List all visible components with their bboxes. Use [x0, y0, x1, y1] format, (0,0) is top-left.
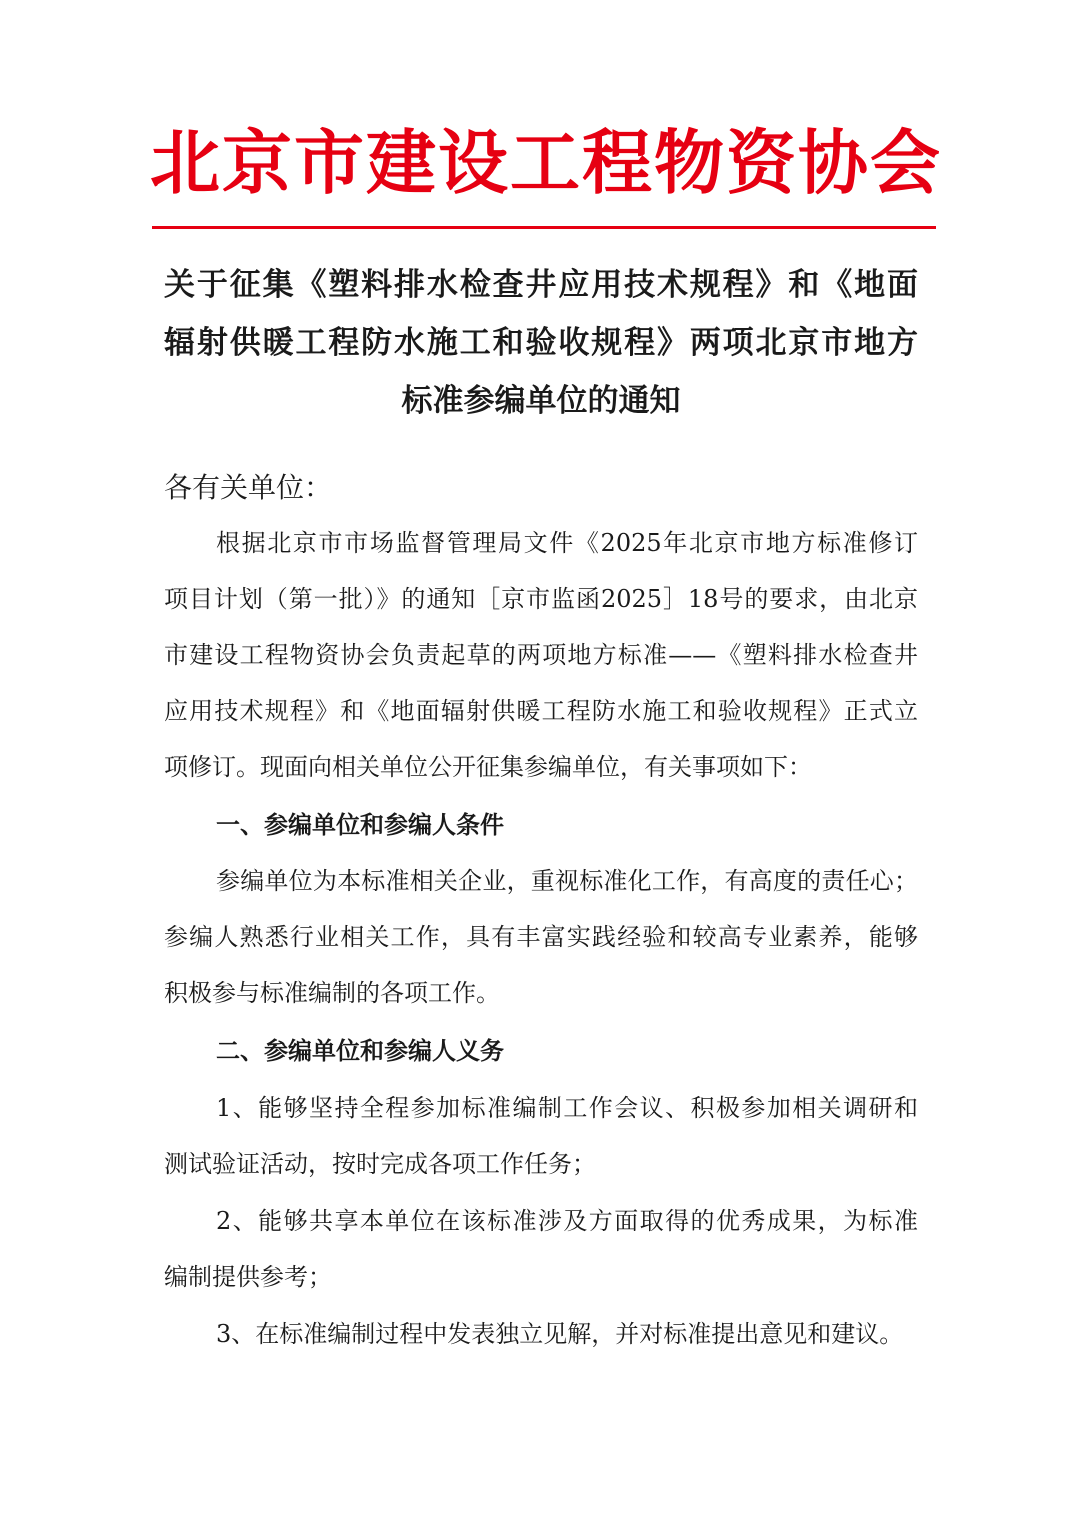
document-title-line: 标准参编单位的通知 [401, 383, 681, 419]
document-title-line: 关于征集《塑料排水检查井应用技术规程》和《地面 [164, 267, 918, 303]
section-heading-1: 一、参编单位和参编人条件 [216, 810, 504, 839]
letterhead-org-name: 北京市建设工程物资协会 [150, 121, 942, 204]
paragraph-line: 积极参与标准编制的各项工作。 [164, 979, 500, 1007]
paragraph-line: 项修订。现面向相关单位公开征集参编单位，有关事项如下： [164, 753, 812, 781]
intro-paragraph [164, 515, 918, 795]
salutation: 各有关单位： [164, 471, 333, 504]
document-title [164, 256, 918, 430]
paragraph-line: 3、在标准编制过程中发表独立见解，并对标准提出意见和建议。 [216, 1320, 904, 1348]
item-1-paragraph [164, 1080, 918, 1192]
paragraph-line: 根据北京市市场监督管理局文件《2025年北京市地方标准修订 [216, 529, 918, 557]
paragraph-line: 测试验证活动，按时完成各项工作任务； [164, 1150, 596, 1178]
section-heading-2: 二、参编单位和参编人义务 [216, 1036, 504, 1065]
paragraph-line: 参编人熟悉行业相关工作，具有丰富实践经验和较高专业素养，能够 [164, 923, 918, 951]
letterhead-red-rule [152, 226, 936, 229]
paragraph-line: 应用技术规程》和《地面辐射供暖工程防水施工和验收规程》正式立 [164, 697, 918, 725]
paragraph-line: 1、能够坚持全程参加标准编制工作会议、积极参加相关调研和 [216, 1094, 918, 1122]
paragraph-line: 市建设工程物资协会负责起草的两项地方标准——《塑料排水检查井 [164, 641, 918, 669]
item-3-paragraph [164, 1306, 918, 1362]
section1-paragraph [164, 853, 918, 1021]
paragraph-line: 2、能够共享本单位在该标准涉及方面取得的优秀成果，为标准 [216, 1207, 918, 1235]
item-2-paragraph [164, 1193, 918, 1305]
paragraph-line: 编制提供参考； [164, 1263, 332, 1291]
document-title-line: 辐射供暖工程防水施工和验收规程》两项北京市地方 [164, 325, 918, 361]
paragraph-line: 参编单位为本标准相关企业，重视标准化工作，有高度的责任心； [216, 867, 918, 895]
paragraph-line: 项目计划（第一批）》的通知［京市监函2025］18号的要求，由北京 [164, 585, 918, 613]
